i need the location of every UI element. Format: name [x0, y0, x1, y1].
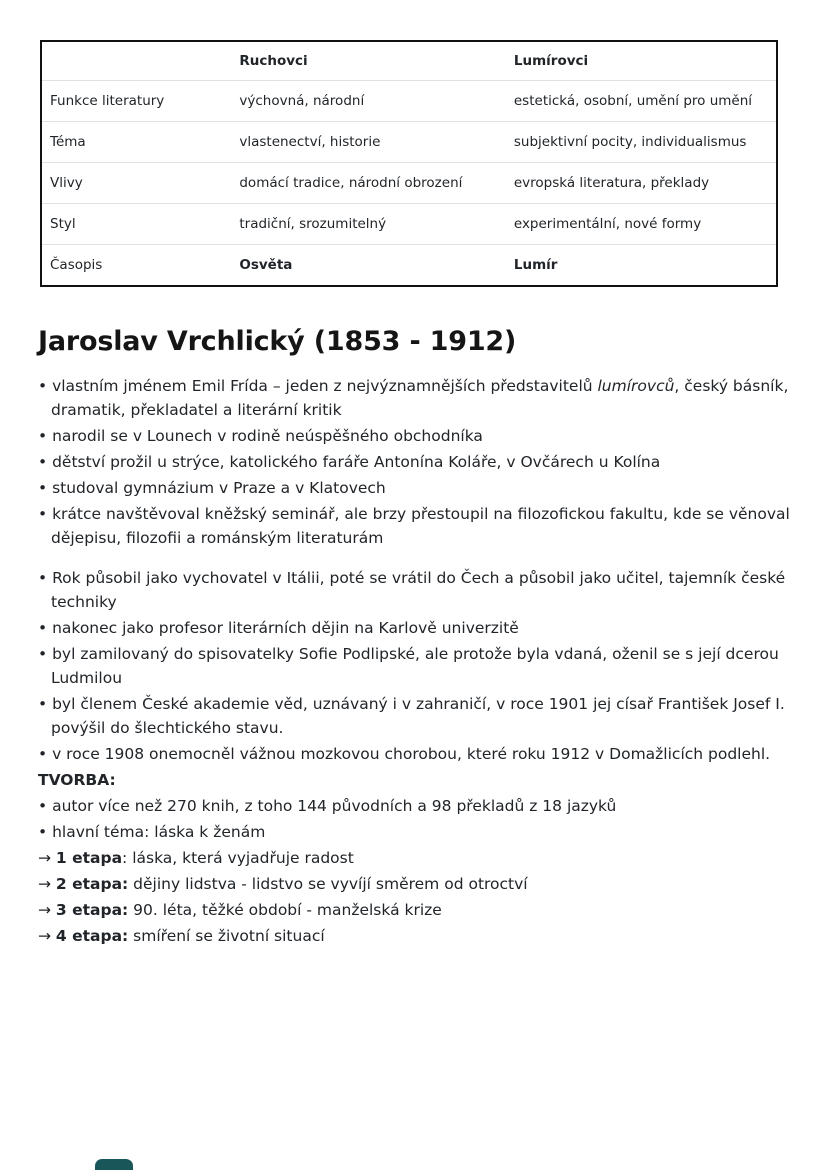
text-segment: hlavní téma: láska k ženám — [52, 822, 266, 841]
page-title: Jaroslav Vrchlický (1853 - 1912) — [38, 326, 517, 357]
text-segment: , český básník, dramatik, překladatel a literární kritik — [51, 377, 789, 420]
text-segment: : láska, která vyjadřuje radost — [122, 848, 354, 867]
bullet-marker-icon: • — [38, 479, 53, 498]
bullet-marker-icon: • — [38, 822, 53, 841]
bullet-list-item — [38, 794, 790, 818]
text-segment: lumírovců — [597, 377, 675, 396]
arrow-marker-icon: → — [38, 926, 56, 945]
notes-list — [38, 374, 790, 947]
bullet-marker-icon: • — [38, 568, 53, 587]
text-segment: nakonec jako profesor literárních dějin na Karlově univerzitě — [52, 618, 519, 637]
bullet-list-item — [38, 476, 790, 500]
arrow-marker-icon: → — [38, 848, 56, 867]
table-header-ruchovci: Ruchovci — [231, 42, 506, 81]
bullet-list-item — [38, 566, 790, 614]
cell-ruchovci: Osvěta — [239, 257, 293, 273]
arrow-marker-icon: → — [38, 900, 56, 919]
arrow-list-item — [38, 924, 790, 948]
arrow-list-item — [38, 846, 790, 870]
text-line — [38, 768, 790, 792]
cell-lumirovci: evropská literatura, překlady — [506, 163, 776, 204]
bullet-marker-icon: • — [38, 694, 53, 713]
comparison-table — [42, 42, 776, 285]
text-segment: byl zamilovaný do spisovatelky Sofie Podlipské, ale protože byla vdaná, oženil se s její dcerou Ludmilou — [51, 644, 779, 687]
bullet-list-item — [38, 742, 790, 766]
table-row — [42, 81, 776, 122]
text-segment: autor více než 270 knih, z toho 144 původních a 98 překladů z 18 jazyků — [52, 796, 617, 815]
bullet-list-item — [38, 642, 790, 690]
table-row — [42, 204, 776, 245]
bullet-marker-icon: • — [38, 427, 53, 446]
text-segment: 1 etapa — [55, 848, 123, 867]
bullet-list-item — [38, 424, 790, 448]
cell-lumirovci: estetická, osobní, umění pro umění — [506, 81, 776, 122]
bullet-marker-icon: • — [38, 505, 53, 524]
bullet-list-item — [38, 692, 790, 740]
text-segment: v roce 1908 onemocněl vážnou mozkovou chorobou, které roku 1912 v Domažlicích podlehl. — [52, 744, 771, 763]
bullet-list-item — [38, 616, 790, 640]
bullet-marker-icon: • — [38, 377, 53, 396]
bullet-marker-icon: • — [38, 453, 53, 472]
text-segment: 2 etapa: — [55, 874, 129, 893]
text-segment: Rok působil jako vychovatel v Itálii, poté se vrátil do Čech a působil jako učitel, tajemník české techniky — [51, 568, 786, 611]
page-bottom-artifact — [95, 1159, 133, 1170]
text-segment: studoval gymnázium v Praze a v Klatovech — [52, 479, 386, 498]
bullet-list-item — [38, 502, 790, 550]
text-segment: dějiny lidstva - lidstvo se vyvíjí směrem od otroctví — [128, 874, 528, 893]
row-label: Vlivy — [42, 163, 231, 204]
comparison-table-container — [40, 40, 778, 287]
table-header-row — [42, 42, 776, 81]
table-header-lumirovci: Lumírovci — [506, 42, 776, 81]
cell-lumirovci: experimentální, nové formy — [506, 204, 776, 245]
bullet-list-item — [38, 374, 790, 422]
bullet-list-item — [38, 450, 790, 474]
cell-lumirovci: Lumír — [513, 257, 558, 273]
arrow-list-item — [38, 872, 790, 896]
cell-lumirovci: subjektivní pocity, individualismus — [506, 122, 776, 163]
row-label: Téma — [42, 122, 231, 163]
table-row — [42, 122, 776, 163]
text-segment: 4 etapa: — [55, 926, 129, 945]
bullet-marker-icon: • — [38, 618, 53, 637]
text-segment: byl členem České akademie věd, uznávaný i v zahraničí, v roce 1901 jej císař František Josef I. povýšil do šlechtického stavu. — [51, 694, 785, 737]
bullet-marker-icon: • — [38, 744, 53, 763]
cell-ruchovci: vlastenectví, historie — [231, 122, 506, 163]
text-segment: dětství prožil u strýce, katolického faráře Antonína Koláře, v Ovčárech u Kolína — [52, 453, 661, 472]
text-segment: TVORBA: — [38, 770, 116, 789]
text-segment: 90. léta, těžké období - manželská krize — [128, 900, 442, 919]
row-label: Časopis — [50, 257, 103, 273]
cell-ruchovci: domácí tradice, národní obrození — [231, 163, 506, 204]
text-segment: narodil se v Lounech v rodině neúspěšného obchodníka — [52, 427, 483, 446]
table-row — [42, 245, 776, 286]
text-segment: krátce navštěvoval kněžský seminář, ale brzy přestoupil na filozofickou fakultu, kde se věnoval dějepisu, filozofii a románským literaturám — [51, 505, 790, 548]
arrow-list-item — [38, 898, 790, 922]
arrow-marker-icon: → — [38, 874, 56, 893]
table-row — [42, 163, 776, 204]
cell-ruchovci: tradiční, srozumitelný — [231, 204, 506, 245]
bullet-marker-icon: • — [38, 644, 53, 663]
bullet-marker-icon: • — [38, 796, 53, 815]
text-segment: 3 etapa: — [55, 900, 129, 919]
notes-section — [38, 326, 790, 950]
text-segment: vlastním jménem Emil Frída – jeden z nejvýznamnějších představitelů — [52, 377, 598, 396]
row-label: Funkce literatury — [42, 81, 231, 122]
bullet-list-item — [38, 820, 790, 844]
table-header-empty — [42, 42, 231, 81]
cell-ruchovci: výchovná, národní — [231, 81, 506, 122]
text-segment: smíření se životní situací — [128, 926, 325, 945]
row-label: Styl — [42, 204, 231, 245]
